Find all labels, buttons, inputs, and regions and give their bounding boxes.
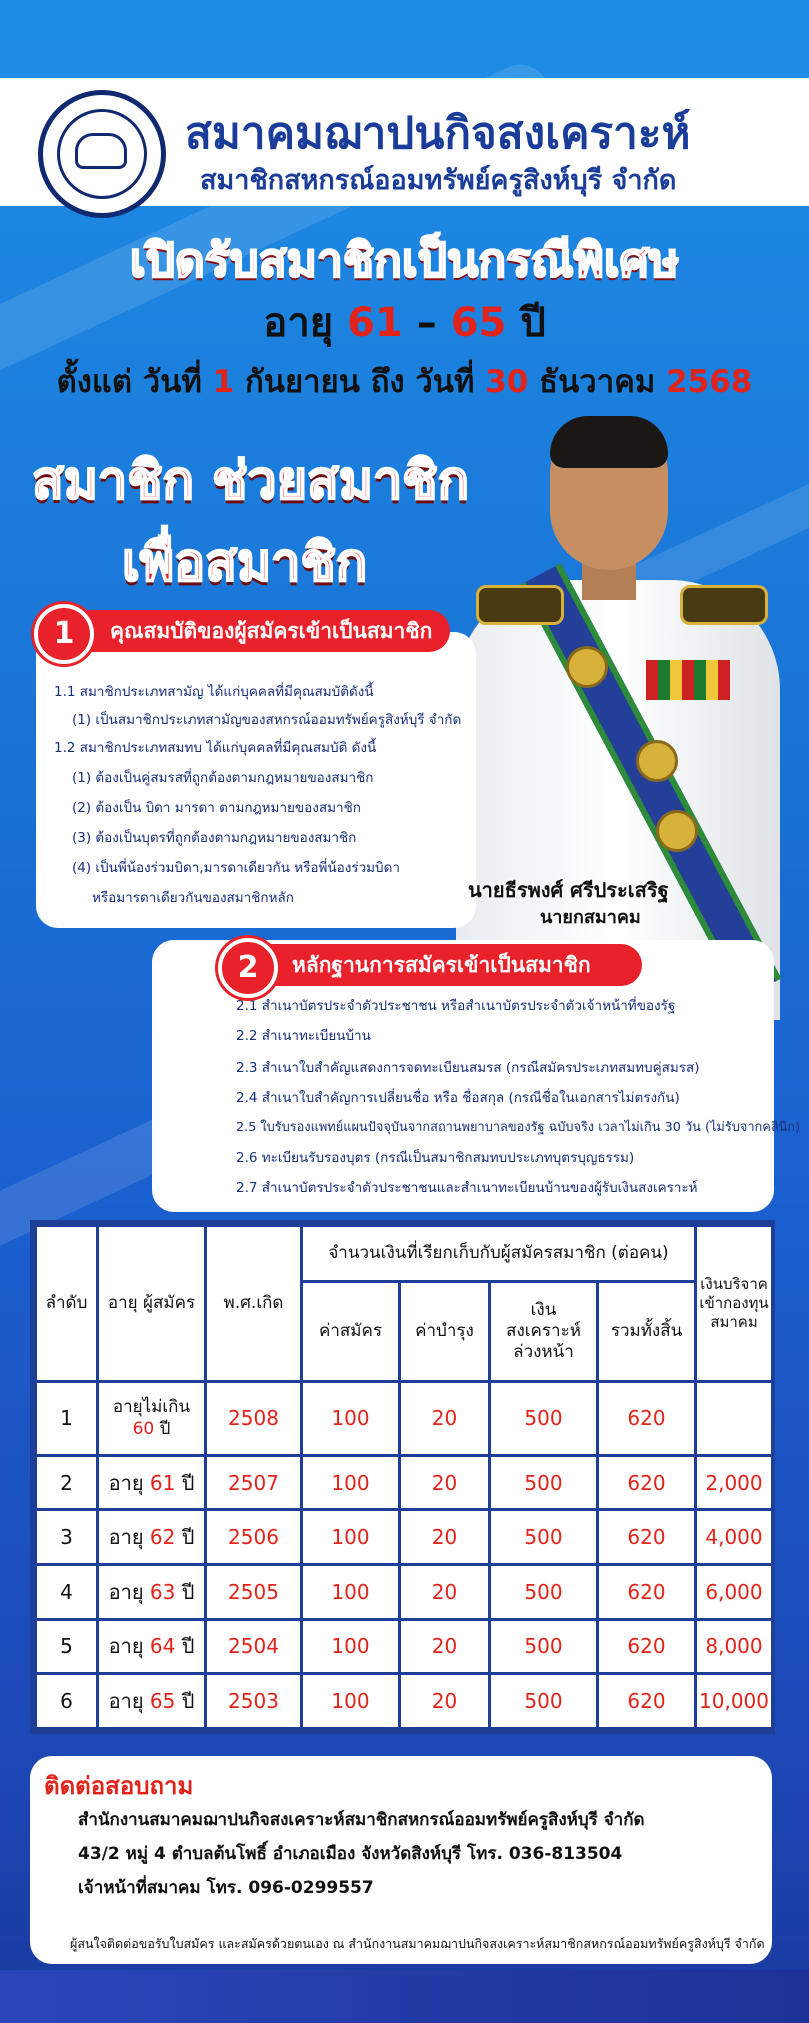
header-application: ค่าสมัคร [302, 1282, 400, 1382]
president-title: นายกสมาคม [540, 907, 641, 928]
list-item: (1) ต้องเป็นคู่สมรสที่ถูกต้องตามกฎหมายของสมาชิก [72, 770, 374, 786]
cell-donation: 8,000 [696, 1619, 773, 1674]
age-value: 65 [149, 1689, 176, 1714]
cell-total: 620 [598, 1510, 696, 1565]
section-2-title: หลักฐานการสมัครเข้าเป็นสมาชิก [246, 944, 642, 986]
table-row [36, 1455, 773, 1510]
hair [550, 416, 668, 468]
date-month: ธันวาคม [539, 364, 656, 400]
cell-maintenance: 20 [400, 1674, 490, 1729]
cell-application: 100 [302, 1565, 400, 1620]
list-item: 2.4 สำเนาใบสำคัญการเปลี่ยนชื่อ หรือ ชื่อสกุล (กรณีชื่อในเอกสารไม่ตรงกัน) [236, 1090, 680, 1106]
cell-total: 620 [598, 1619, 696, 1674]
age-label: อายุไม่เกิน [112, 1397, 191, 1418]
contact-title: ติดต่อสอบถาม [44, 1772, 194, 1800]
list-item: (3) ต้องเป็นบุตรที่ถูกต้องตามกฎหมายของสมาชิก [72, 830, 357, 846]
cell-advance: 500 [490, 1674, 598, 1729]
contact-note: ผู้สนใจติดต่อขอรับใบสมัคร และสมัครด้วยตนเอง ณ สำนักงานสมาคมฌาปนกิจสงเคราะห์สมาชิกสหกรณ์ออมทรัพย์ครูสิงห์บุรี จำกัด [70, 1936, 765, 1951]
list-item: (2) ต้องเป็น บิดา มารดา ตามกฎหมายของสมาชิก [72, 800, 361, 816]
header-age: อายุ ผู้สมัคร [98, 1226, 206, 1382]
age-value: 61 [149, 1470, 176, 1495]
cell-birth-year: 2508 [206, 1382, 302, 1456]
cell-birth-year: 2505 [206, 1565, 302, 1620]
headline-age-range [0, 290, 809, 354]
section-1-title: คุณสมบัติของผู้สมัครเข้าเป็นสมาชิก [64, 610, 450, 652]
medal-icon [656, 810, 698, 852]
list-item: 2.7 สำเนาบัตรประจำตัวประชาชนและสำเนาทะเบียนบ้านของผู้รับเงินสงเคราะห์ [236, 1180, 698, 1196]
header-fees-group: จำนวนเงินที่เรียกเก็บกับผู้สมัครสมาชิก (ต่อคน) [302, 1226, 696, 1282]
cell-maintenance: 20 [400, 1455, 490, 1510]
list-item: 2.1 สำเนาบัตรประจำตัวประชาชน หรือสำเนาบัตรประจำตัวเจ้าหน้าที่ของรัฐ [236, 998, 676, 1014]
association-logo [38, 90, 166, 218]
age-to: 65 [450, 300, 507, 346]
age-value: 63 [149, 1579, 176, 1604]
medal-icon [636, 740, 678, 782]
cell-no: 6 [36, 1674, 98, 1729]
contact-office: สำนักงานสมาคมฌาปนกิจสงเคราะห์สมาชิกสหกรณ์ออมทรัพย์ครูสิงห์บุรี จำกัด [78, 1810, 645, 1830]
cell-application: 100 [302, 1619, 400, 1674]
age-label: อายุ [108, 1579, 144, 1604]
date-year: 2568 [666, 364, 753, 400]
cell-maintenance: 20 [400, 1565, 490, 1620]
slogan-line-2: เพื่อสมาชิก [122, 533, 368, 593]
age-unit: ปี [181, 1470, 195, 1495]
list-item: 1.2 สมาชิกประเภทสมทบ ได้แก่บุคคลที่มีคุณสมบัติ ดังนี้ [54, 740, 377, 756]
cell-maintenance: 20 [400, 1619, 490, 1674]
section-1-badge: 1 [34, 604, 94, 664]
age-label: อายุ [108, 1689, 144, 1714]
headline-date-range [0, 356, 809, 406]
age-suffix: ปี [520, 300, 546, 346]
cell-birth-year: 2506 [206, 1510, 302, 1565]
cell-application: 100 [302, 1455, 400, 1510]
age-from: 61 [347, 300, 403, 346]
date-day-end: 30 [485, 364, 529, 400]
age-unit: ปี [159, 1419, 171, 1440]
cell-donation: 10,000 [696, 1674, 773, 1729]
cell-no: 1 [36, 1382, 98, 1456]
cell-application: 100 [302, 1510, 400, 1565]
cell-no: 5 [36, 1619, 98, 1674]
cell-no: 3 [36, 1510, 98, 1565]
age-value: 64 [149, 1634, 176, 1659]
bottom-decoration [0, 1970, 809, 2023]
qualifications-panel [36, 632, 476, 928]
date-text: กันยายน ถึง วันที่ [245, 364, 475, 400]
age-unit: ปี [181, 1525, 195, 1550]
date-day-start: 1 [212, 364, 235, 400]
header-donation: เงินบริจาค เข้ากองทุน สมาคม [696, 1226, 773, 1382]
table-row [36, 1565, 773, 1620]
age-label: อายุ [108, 1525, 144, 1550]
date-text: ตั้งแต่ วันที่ [56, 364, 202, 400]
cell-donation: 4,000 [696, 1510, 773, 1565]
age-separator: – [416, 300, 437, 346]
age-value: 62 [149, 1525, 176, 1550]
header-birth-year: พ.ศ.เกิด [206, 1226, 302, 1382]
cell-age [98, 1510, 206, 1565]
age-label: อายุ [108, 1634, 144, 1659]
cell-maintenance: 20 [400, 1382, 490, 1456]
list-item: 2.6 ทะเบียนรับรองบุตร (กรณีเป็นสมาชิกสมทบประเภทบุตรบุญธรรม) [236, 1150, 635, 1166]
header-advance: เงิน สงเคราะห์ ล่วงหน้า [490, 1282, 598, 1382]
age-prefix: อายุ [263, 300, 334, 346]
cell-age [98, 1674, 206, 1729]
contact-address: 43/2 หมู่ 4 ตำบลต้นโพธิ์ อำเภอเมือง จังหวัดสิงห์บุรี โทร. 036-813504 [78, 1844, 623, 1864]
epaulette-icon [680, 585, 768, 625]
cell-advance: 500 [490, 1455, 598, 1510]
list-item: 2.2 สำเนาทะเบียนบ้าน [236, 1028, 371, 1044]
cell-advance: 500 [490, 1510, 598, 1565]
cell-total: 620 [598, 1382, 696, 1456]
cell-birth-year: 2504 [206, 1619, 302, 1674]
association-subtitle: สมาชิกสหกรณ์ออมทรัพย์ครูสิงห์บุรี จำกัด [200, 165, 677, 196]
cell-no: 2 [36, 1455, 98, 1510]
medal-ribbons [646, 660, 730, 700]
cell-donation: 6,000 [696, 1565, 773, 1620]
age-unit: ปี [181, 1689, 195, 1714]
cell-no: 4 [36, 1565, 98, 1620]
cell-total: 620 [598, 1455, 696, 1510]
list-item: 2.5 ใบรับรองแพทย์แผนปัจจุบันจากสถานพยาบาลของรัฐ ฉบับจริง เวลาไม่เกิน 30 วัน (ไม่รับจากคลินิก) [236, 1120, 801, 1135]
cell-birth-year: 2503 [206, 1674, 302, 1729]
age-unit: ปี [181, 1579, 195, 1604]
cell-advance: 500 [490, 1382, 598, 1456]
cell-donation [696, 1382, 773, 1456]
contact-panel [30, 1756, 772, 1964]
cell-age [98, 1619, 206, 1674]
header-maintenance: ค่าบำรุง [400, 1282, 490, 1382]
list-item: (4) เป็นพี่น้องร่วมบิดา,มารดาเดียวกัน หรือพี่น้องร่วมบิดา [72, 860, 400, 876]
age-value: 60 [132, 1419, 155, 1440]
cell-age [98, 1565, 206, 1620]
cell-donation: 2,000 [696, 1455, 773, 1510]
cell-maintenance: 20 [400, 1510, 490, 1565]
cell-application: 100 [302, 1382, 400, 1456]
table-row [36, 1382, 773, 1456]
medal-icon [566, 646, 608, 688]
header-no: ลำดับ [36, 1226, 98, 1382]
fee-table-grid [34, 1224, 774, 1730]
cell-age [98, 1382, 206, 1456]
headline-special-membership: เปิดรับสมาชิกเป็นกรณีพิเศษ [129, 233, 680, 287]
list-item: (1) เป็นสมาชิกประเภทสามัญของสหกรณ์ออมทรัพย์ครูสิงห์บุรี จำกัด [72, 712, 462, 728]
list-item: 2.3 สำเนาใบสำคัญแสดงการจดทะเบียนสมรส (กรณีสมัครประเภทสมทบคู่สมรส) [236, 1060, 700, 1076]
list-item: หรือมารดาเดียวกันของสมาชิกหลัก [92, 890, 294, 906]
cell-application: 100 [302, 1674, 400, 1729]
list-item: 1.1 สมาชิกประเภทสามัญ ได้แก่บุคคลที่มีคุณสมบัติดังนี้ [54, 684, 374, 700]
cell-advance: 500 [490, 1565, 598, 1620]
table-row [36, 1674, 773, 1729]
handshake-icon [75, 133, 127, 169]
cell-advance: 500 [490, 1619, 598, 1674]
association-name: สมาคมฌาปนกิจสงเคราะห์ [185, 108, 691, 159]
fee-table [30, 1220, 775, 1734]
cell-age [98, 1455, 206, 1510]
cell-total: 620 [598, 1565, 696, 1620]
contact-phone: เจ้าหน้าที่สมาคม โทร. 096-0299557 [78, 1878, 374, 1898]
slogan-line-1: สมาชิก ช่วยสมาชิก [32, 451, 470, 511]
section-2-badge: 2 [218, 938, 278, 998]
age-unit: ปี [181, 1634, 195, 1659]
cell-birth-year: 2507 [206, 1455, 302, 1510]
age-label: อายุ [108, 1470, 144, 1495]
table-row [36, 1619, 773, 1674]
cell-total: 620 [598, 1674, 696, 1729]
header-total: รวมทั้งสิ้น [598, 1282, 696, 1382]
epaulette-icon [476, 585, 564, 625]
president-name: นายธีรพงศ์ ศรีประเสริฐ [468, 878, 669, 902]
table-row [36, 1510, 773, 1565]
